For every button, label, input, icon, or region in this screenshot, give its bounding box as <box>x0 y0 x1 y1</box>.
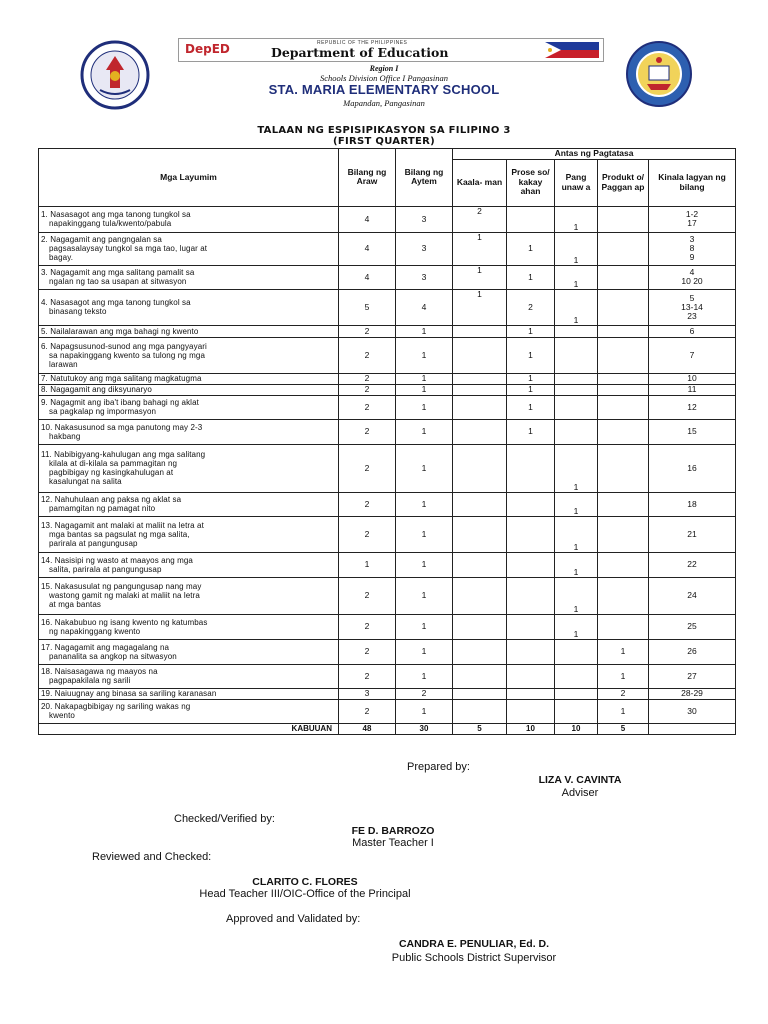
document-title: TALAAN NG ESPISIPIKASYON SA FILIPINO 3 <box>257 125 511 136</box>
table-row <box>39 639 736 664</box>
produkto-cell <box>598 325 649 337</box>
aytem-cell: 3 <box>396 206 453 232</box>
araw-cell: 2 <box>339 664 396 688</box>
kinalalagyan-cell <box>649 614 736 639</box>
kinalalagyan-line: 22 <box>687 559 697 569</box>
kinalalagyan-line: 4 <box>689 267 695 277</box>
pang-unawa-cell: 1 <box>555 552 598 577</box>
table-row <box>39 325 736 337</box>
pang-unawa-cell <box>555 419 598 444</box>
layunin-line: 16. Nakabubuo ng isang kwento ng katumbas <box>41 617 208 627</box>
proseso-cell <box>507 444 555 492</box>
table-row <box>39 492 736 516</box>
araw-cell: 4 <box>339 232 396 265</box>
layunin-line: parirala at pangungusap <box>49 538 138 548</box>
kinalalagyan-cell <box>649 577 736 614</box>
layunin-cell <box>39 492 339 516</box>
layunin-cell <box>39 614 339 639</box>
aytem-cell: 1 <box>396 373 453 384</box>
table-row <box>39 384 736 395</box>
proseso-cell <box>507 552 555 577</box>
total-araw: 48 <box>339 723 396 734</box>
total-kaalaman: 5 <box>453 723 507 734</box>
kinalalagyan-line: 21 <box>687 528 697 539</box>
produkto-cell <box>598 232 649 265</box>
proseso-cell: 2 <box>507 289 555 325</box>
aytem-cell: 1 <box>396 639 453 664</box>
table-row <box>39 232 736 265</box>
table-row <box>39 206 736 232</box>
araw-cell: 4 <box>339 265 396 289</box>
reviewed-label: Reviewed and Checked: <box>92 851 212 863</box>
kinalalagyan-line: 7 <box>689 349 695 360</box>
layunin-cell <box>39 664 339 688</box>
layunin-line: pamamgitan ng pamagat nito <box>49 504 156 513</box>
layunin-line: binasang teksto <box>49 307 107 316</box>
pang-unawa-cell: 1 <box>555 232 598 265</box>
layunin-line: kwento <box>49 711 75 720</box>
pang-unawa-cell <box>555 373 598 384</box>
table-row <box>39 577 736 614</box>
proseso-cell <box>507 688 555 699</box>
total-kinalalagyan <box>649 723 736 734</box>
araw-cell: 2 <box>339 419 396 444</box>
araw-cell: 1 <box>339 552 396 577</box>
table-row <box>39 265 736 289</box>
table-row <box>39 337 736 373</box>
layunin-line: sa pagkalap ng impormasyon <box>49 407 157 416</box>
table-row <box>39 699 736 723</box>
aytem-cell: 3 <box>396 265 453 289</box>
layunin-cell <box>39 688 339 699</box>
kinalalagyan-line: 1-2 <box>685 209 699 219</box>
total-produkto: 5 <box>598 723 649 734</box>
produkto-cell <box>598 492 649 516</box>
layunin-line: kasalungat na salita <box>49 477 122 486</box>
layunin-line: 18. Naisasagawa ng maayos na <box>41 667 158 676</box>
kinalalagyan-line: 30 <box>687 705 697 716</box>
produkto-cell <box>598 373 649 384</box>
kinalalagyan-line: 9 <box>689 252 695 262</box>
layunin-cell <box>39 325 339 337</box>
kinalalagyan-cell <box>649 552 736 577</box>
araw-cell: 2 <box>339 373 396 384</box>
produkto-cell <box>598 337 649 373</box>
table-row <box>39 664 736 688</box>
layunin-line: ng napakinggang kwento <box>49 626 141 636</box>
kaalaman-cell: 1 <box>453 265 507 289</box>
aytem-cell: 1 <box>396 337 453 373</box>
kaalaman-cell <box>453 639 507 664</box>
proseso-cell: 1 <box>507 373 555 384</box>
layunin-line: pagsasalaysay tungkol sa mga tao, lugar at <box>49 244 208 253</box>
layunin-line: bagay. <box>49 253 74 262</box>
kinalalagyan-line: 10 20 <box>681 276 703 286</box>
layunin-cell <box>39 552 339 577</box>
total-row <box>39 723 736 734</box>
pang-unawa-cell: 1 <box>555 289 598 325</box>
kinalalagyan-line: 26 <box>687 646 697 656</box>
checked-name: FE D. BARROZO <box>351 825 435 837</box>
header-antas-ng-pagtatasa: Antas ng Pagtatasa <box>453 149 736 160</box>
prepared-label: Prepared by: <box>407 761 470 773</box>
aytem-cell: 1 <box>396 552 453 577</box>
layunin-line: 9. Nagagmit ang iba't ibang bahagi ng aklat <box>41 398 199 407</box>
total-aytem: 30 <box>396 723 453 734</box>
layunin-line: wastong gamit ng malaki at maliit na letra <box>49 591 200 600</box>
kinalalagyan-cell <box>649 664 736 688</box>
kinalalagyan-cell <box>649 265 736 289</box>
araw-cell: 2 <box>339 516 396 552</box>
produkto-cell <box>598 206 649 232</box>
kaalaman-cell: 2 <box>453 206 507 232</box>
table-row <box>39 516 736 552</box>
proseso-cell <box>507 577 555 614</box>
kinalalagyan-line: 12 <box>687 401 697 412</box>
layunin-line: napakinggang tula/kwento/pabula <box>49 219 172 228</box>
kinalalagyan-line: 17 <box>687 218 697 228</box>
proseso-cell <box>507 664 555 688</box>
layunin-line: 17. Nagagamit ang magagalang na <box>41 642 170 652</box>
deped-logo-text: DepED <box>185 42 230 56</box>
checked-label: Checked/Verified by: <box>174 813 275 825</box>
layunin-line: pagbibigay ng kasingkahulugan at <box>49 468 174 477</box>
pang-unawa-cell <box>555 639 598 664</box>
kaalaman-cell <box>453 373 507 384</box>
kinalalagyan-line: 16 <box>687 462 697 473</box>
header-pang-unawa: Pang unaw a <box>555 159 598 206</box>
header-bilang-ng-araw: Bilang ng Araw <box>339 149 396 207</box>
kinalalagyan-cell <box>649 639 736 664</box>
layunin-line: ngalan ng tao sa usapan at sitwasyon <box>49 277 187 286</box>
kaalaman-cell <box>453 516 507 552</box>
produkto-cell <box>598 614 649 639</box>
kaalaman-cell <box>453 419 507 444</box>
kinalalagyan-line: 28-29 <box>681 688 703 698</box>
layunin-line: 15. Nakasusulat ng pangungusap nang may <box>41 582 202 591</box>
produkto-cell: 1 <box>598 699 649 723</box>
aytem-cell: 4 <box>396 289 453 325</box>
kinalalagyan-cell <box>649 699 736 723</box>
reviewed-title: Head Teacher III/OIC-Office of the Principal <box>199 888 411 900</box>
aytem-cell: 2 <box>396 688 453 699</box>
pang-unawa-cell: 1 <box>555 577 598 614</box>
table-row <box>39 395 736 419</box>
table-row <box>39 419 736 444</box>
layunin-line: hakbang <box>49 431 81 441</box>
proseso-cell <box>507 639 555 664</box>
araw-cell: 2 <box>339 325 396 337</box>
kinalalagyan-cell <box>649 395 736 419</box>
layunin-cell <box>39 232 339 265</box>
kinalalagyan-cell <box>649 232 736 265</box>
layunin-cell <box>39 444 339 492</box>
kinalalagyan-line: 8 <box>689 243 695 253</box>
region-text: Region I <box>369 64 399 73</box>
layunin-cell <box>39 395 339 419</box>
layunin-line: at mga bantas <box>49 600 101 609</box>
kinalalagyan-line: 25 <box>687 621 697 631</box>
kinalalagyan-cell <box>649 688 736 699</box>
produkto-cell: 2 <box>598 688 649 699</box>
pang-unawa-cell <box>555 699 598 723</box>
proseso-cell: 1 <box>507 337 555 373</box>
pang-unawa-cell: 1 <box>555 516 598 552</box>
araw-cell: 2 <box>339 492 396 516</box>
proseso-cell <box>507 516 555 552</box>
layunin-cell <box>39 699 339 723</box>
proseso-cell: 1 <box>507 232 555 265</box>
kinalalagyan-cell <box>649 337 736 373</box>
layunin-cell <box>39 419 339 444</box>
table-row <box>39 289 736 325</box>
layunin-line: 4. Nasasagot ang mga tanong tungkol sa <box>41 298 191 307</box>
produkto-cell <box>598 577 649 614</box>
layunin-line: salita, parirala at pangungusap <box>49 564 162 574</box>
kaalaman-cell: 1 <box>453 289 507 325</box>
school-location: Mapandan, Pangasinan <box>343 98 425 108</box>
pang-unawa-cell: 1 <box>555 206 598 232</box>
kinalalagyan-line: 13-14 <box>681 301 703 312</box>
kinalalagyan-cell <box>649 325 736 337</box>
kinalalagyan-cell <box>649 384 736 395</box>
layunin-cell <box>39 577 339 614</box>
pang-unawa-cell <box>555 395 598 419</box>
header-produkto: Produkt o/ Paggan ap <box>598 159 649 206</box>
layunin-line: pananalita sa angkop na sitwasyon <box>49 651 177 661</box>
araw-cell: 4 <box>339 206 396 232</box>
layunin-line: 7. Natutukoy ang mga salitang magkatugma <box>41 374 202 383</box>
kinalalagyan-line: 23 <box>687 310 697 321</box>
prepared-title: Adviser <box>561 787 599 799</box>
approved-label: Approved and Validated by: <box>226 913 361 925</box>
kinalalagyan-cell <box>649 419 736 444</box>
kinalalagyan-cell <box>649 516 736 552</box>
produkto-cell <box>598 444 649 492</box>
layunin-line: 5. Nailalarawan ang mga bahagi ng kwento <box>41 326 199 336</box>
kinalalagyan-line: 6 <box>689 325 695 336</box>
philippine-flag-icon <box>545 42 599 58</box>
kaalaman-cell <box>453 325 507 337</box>
layunin-line: 12. Nahuhulaan ang paksa ng aklat sa <box>41 495 182 504</box>
kaalaman-cell <box>453 395 507 419</box>
aytem-cell: 1 <box>396 699 453 723</box>
deped-banner <box>178 38 604 62</box>
kinalalagyan-cell <box>649 289 736 325</box>
school-name: STA. MARIA ELEMENTARY SCHOOL <box>268 82 500 97</box>
kinalalagyan-cell <box>649 206 736 232</box>
kaalaman-cell <box>453 337 507 373</box>
prepared-name: LIZA V. CAVINTA <box>538 774 622 786</box>
proseso-cell: 1 <box>507 325 555 337</box>
pang-unawa-cell <box>555 325 598 337</box>
aytem-cell: 1 <box>396 419 453 444</box>
pang-unawa-cell <box>555 664 598 688</box>
layunin-line: 3. Nagagamit ang mga salitang pamalit sa <box>41 268 195 277</box>
pang-unawa-cell <box>555 337 598 373</box>
layunin-cell <box>39 206 339 232</box>
layunin-line: 2. Nagagamit ang pangngalan sa <box>41 235 162 244</box>
araw-cell: 2 <box>339 337 396 373</box>
header-bilang-ng-aytem: Bilang ng Aytem <box>396 149 453 207</box>
reviewed-name: CLARITO C. FLORES <box>252 876 358 888</box>
layunin-line: sa napakinggang kwento sa tulong ng mga <box>49 350 206 360</box>
layunin-line: 20. Nakapagbibigay ng sariling wakas ng <box>41 702 191 711</box>
pang-unawa-cell: 1 <box>555 265 598 289</box>
layunin-line: larawan <box>49 359 78 369</box>
kinalalagyan-line: 27 <box>687 670 697 681</box>
layunin-line: 11. Nabibigyang-kahulugan ang mga salitang <box>41 450 206 459</box>
aytem-cell: 1 <box>396 664 453 688</box>
kaalaman-cell <box>453 384 507 395</box>
layunin-line: 13. Nagagamit ant malaki at maliit na letra at <box>41 520 204 530</box>
layunin-cell <box>39 639 339 664</box>
produkto-cell <box>598 265 649 289</box>
header-proseso: Prose so/ kakay ahan <box>507 159 555 206</box>
aytem-cell: 3 <box>396 232 453 265</box>
araw-cell: 2 <box>339 395 396 419</box>
produkto-cell: 1 <box>598 664 649 688</box>
header-layunin: Mga Layumim <box>39 149 339 207</box>
total-pang-unawa: 10 <box>555 723 598 734</box>
aytem-cell: 1 <box>396 516 453 552</box>
table-row <box>39 373 736 384</box>
aytem-cell: 1 <box>396 384 453 395</box>
kaalaman-cell <box>453 688 507 699</box>
approved-title: Public Schools District Supervisor <box>391 952 557 964</box>
total-proseso: 10 <box>507 723 555 734</box>
layunin-line: 10. Nakasusunod sa mga panutong may 2-3 <box>41 422 203 432</box>
kaalaman-cell: 1 <box>453 232 507 265</box>
kinalalagyan-line: 24 <box>687 590 697 600</box>
header-kaalaman: Kaala- man <box>453 159 507 206</box>
produkto-cell: 1 <box>598 639 649 664</box>
pang-unawa-cell <box>555 688 598 699</box>
araw-cell: 2 <box>339 577 396 614</box>
layunin-line: 1. Nasasagot ang mga tanong tungkol sa <box>41 210 191 219</box>
header-kinalalagyan: Kinala lagyan ng bilang <box>649 159 736 206</box>
produkto-cell <box>598 395 649 419</box>
kaalaman-cell <box>453 552 507 577</box>
table-body <box>39 206 736 723</box>
produkto-cell <box>598 289 649 325</box>
republic-text: REPUBLIC OF THE PHILIPPINES <box>317 40 408 46</box>
proseso-cell <box>507 492 555 516</box>
kaalaman-cell <box>453 492 507 516</box>
kinalalagyan-line: 18 <box>687 498 697 509</box>
layunin-cell <box>39 289 339 325</box>
produkto-cell <box>598 384 649 395</box>
proseso-cell <box>507 699 555 723</box>
layunin-cell <box>39 373 339 384</box>
layunin-line: 8. Nagagamit ang diksyunaryo <box>41 385 152 394</box>
approved-name: CANDRA E. PENULIAR, Ed. D. <box>398 938 550 950</box>
sdo-text: Schools Division Office I Pangasinan <box>320 73 448 83</box>
layunin-cell <box>39 265 339 289</box>
total-label: KABUUAN <box>39 723 339 734</box>
produkto-cell <box>598 419 649 444</box>
araw-cell: 2 <box>339 639 396 664</box>
kinalalagyan-line: 10 <box>687 373 697 383</box>
kinalalagyan-line: 5 <box>689 292 695 303</box>
layunin-cell <box>39 516 339 552</box>
table-row <box>39 552 736 577</box>
layunin-line: 19. Naiuugnay ang binasa sa sariling karanasan <box>41 689 217 698</box>
pang-unawa-cell: 1 <box>555 614 598 639</box>
aytem-cell: 1 <box>396 492 453 516</box>
araw-cell: 2 <box>339 614 396 639</box>
kaalaman-cell <box>453 444 507 492</box>
proseso-cell <box>507 614 555 639</box>
proseso-cell: 1 <box>507 265 555 289</box>
layunin-line: kilala at di-kilala sa pammagitan ng <box>49 459 178 468</box>
proseso-cell: 1 <box>507 384 555 395</box>
kinalalagyan-cell <box>649 373 736 384</box>
layunin-line: 14. Nasisipi ng wasto at maayos ang mga <box>41 555 193 565</box>
kinalalagyan-line: 11 <box>687 384 697 394</box>
specification-table <box>38 148 736 735</box>
araw-cell: 3 <box>339 688 396 699</box>
layunin-line: 6. Napagsusunod-sunod ang mga pangyayari <box>41 341 207 351</box>
kinalalagyan-line: 3 <box>689 234 695 244</box>
araw-cell: 2 <box>339 384 396 395</box>
aytem-cell: 1 <box>396 444 453 492</box>
layunin-cell <box>39 337 339 373</box>
proseso-cell <box>507 206 555 232</box>
table-row <box>39 688 736 699</box>
pang-unawa-cell: 1 <box>555 444 598 492</box>
pang-unawa-cell: 1 <box>555 492 598 516</box>
araw-cell: 2 <box>339 699 396 723</box>
table-row <box>39 444 736 492</box>
layunin-line: pagpapakilala ng sarili <box>49 676 131 685</box>
kinalalagyan-line: 15 <box>687 426 697 436</box>
kinalalagyan-cell <box>649 444 736 492</box>
araw-cell: 5 <box>339 289 396 325</box>
layunin-line: mga bantas sa pagsulat ng mga salita, <box>49 529 190 539</box>
proseso-cell: 1 <box>507 419 555 444</box>
kaalaman-cell <box>453 699 507 723</box>
layunin-cell <box>39 384 339 395</box>
department-title: Department of Education <box>271 45 449 60</box>
aytem-cell: 1 <box>396 577 453 614</box>
kaalaman-cell <box>453 614 507 639</box>
document-quarter: (FIRST QUARTER) <box>332 136 436 147</box>
kinalalagyan-cell <box>649 492 736 516</box>
checked-title: Master Teacher I <box>352 837 434 849</box>
kaalaman-cell <box>453 577 507 614</box>
aytem-cell: 1 <box>396 395 453 419</box>
table-row <box>39 614 736 639</box>
aytem-cell: 1 <box>396 325 453 337</box>
proseso-cell: 1 <box>507 395 555 419</box>
araw-cell: 2 <box>339 444 396 492</box>
aytem-cell: 1 <box>396 614 453 639</box>
produkto-cell <box>598 516 649 552</box>
pang-unawa-cell <box>555 384 598 395</box>
produkto-cell <box>598 552 649 577</box>
kaalaman-cell <box>453 664 507 688</box>
